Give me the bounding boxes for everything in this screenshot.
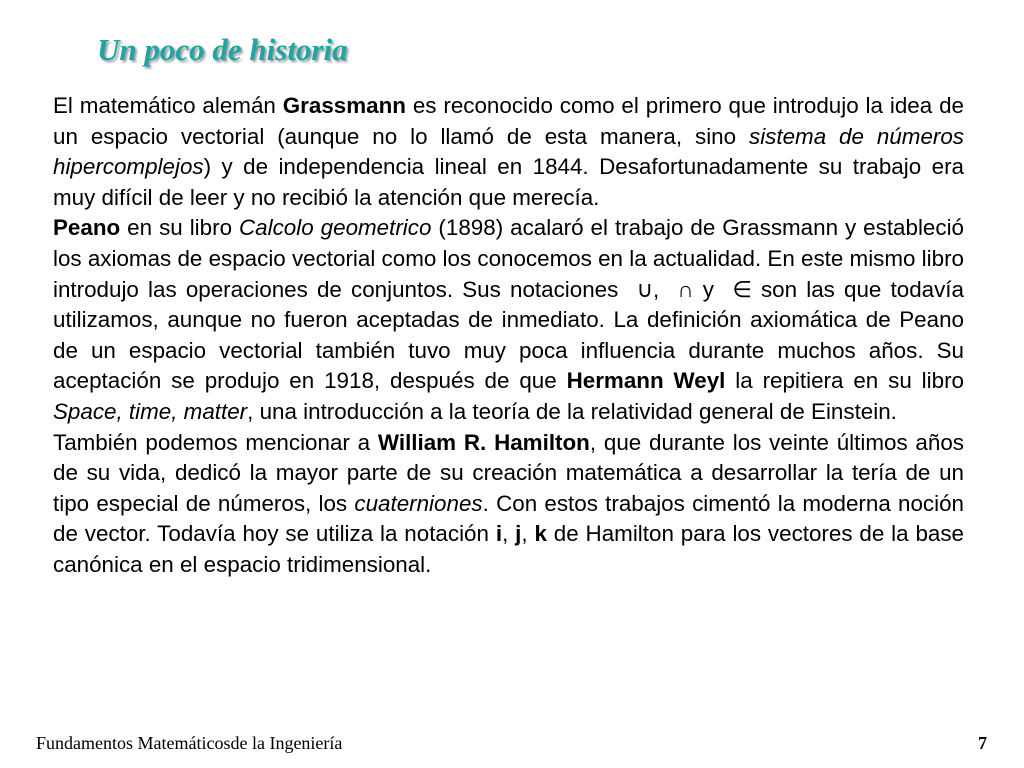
- book-space-time-matter: Space, time, matter: [53, 398, 248, 424]
- paragraph-hamilton: [53, 428, 964, 581]
- text-run: de Hamilton para los vectores de la base canónica en el espacio tridimensional.: [53, 521, 964, 577]
- vector-i: i: [495, 521, 503, 547]
- book-calcolo-geometrico: Calcolo geometrico: [239, 215, 432, 241]
- slide-title: Un poco de historia: [97, 32, 348, 67]
- name-hermann-weyl: Hermann Weyl: [566, 368, 726, 394]
- footer-course-name: Fundamentos Matemáticosde la Ingeniería: [36, 733, 343, 753]
- element-of-symbol: ∈: [732, 276, 752, 302]
- paragraph-grassmann: [53, 91, 964, 213]
- text-run: . Con estos trabajos cimentó la moderna noción de vector. Todavía hoy se utiliza la notación: [53, 490, 964, 547]
- text-run: es reconocido como el primero que introdujo la idea de un espacio vectorial (aunque no lo llamó de esta manera, sino: [53, 93, 964, 149]
- text-run: son las que todavía utilizamos, aunque no fueron aceptadas de inmediato. La definición axiomática de Peano de un espacio vectorial también tuvo muy poca influencia durante muchos años. Su aceptación se produjo en 1918, después de que: [53, 276, 964, 394]
- name-hamilton: William R. Hamilton: [377, 429, 590, 455]
- text-run: , que durante los veinte últimos años de su vida, dedicó la mayor parte de su creación matemática a desarrollar la tería de un tipo especial de números, los: [53, 429, 964, 516]
- text-run: ,: [653, 276, 669, 302]
- name-grassmann: Grassmann: [282, 93, 406, 118]
- term-cuaterniones: cuaterniones: [354, 490, 483, 516]
- vector-j: j: [515, 521, 522, 547]
- vector-k: k: [534, 521, 547, 547]
- text-run: ) y de independencia lineal en 1844. Desafortunadamente su trabajo era muy difícil de leer y no recibió la atención que merecía.: [53, 154, 964, 210]
- text-run: (1898) acalaró el trabajo de Grassmann y estableció los axiomas de espacio vectorial como los conocemos en la actualidad. En este mismo libro introdujo las operaciones de conjuntos. Sus notaciones: [53, 215, 965, 302]
- text-run: y: [693, 276, 724, 302]
- name-peano: Peano: [53, 215, 121, 241]
- paragraph-peano: [53, 213, 964, 427]
- text-run: , una introducción a la teoría de la relatividad general de Einstein.: [247, 398, 897, 424]
- union-symbol: ∪: [636, 276, 653, 302]
- slide-body: [53, 91, 964, 581]
- text-run: ,: [502, 521, 516, 547]
- text-run: También podemos mencionar a: [53, 429, 378, 455]
- text-run: en su libro: [120, 215, 240, 241]
- intersection-symbol: ∩: [677, 276, 694, 302]
- text-run: la repitiera en su libro: [725, 368, 964, 394]
- term-hypercomplex: sistema de números hipercomplejos: [53, 123, 964, 180]
- text-run: El matemático alemán: [53, 93, 283, 118]
- text-run: ,: [521, 521, 535, 547]
- page-number: 7: [978, 733, 987, 753]
